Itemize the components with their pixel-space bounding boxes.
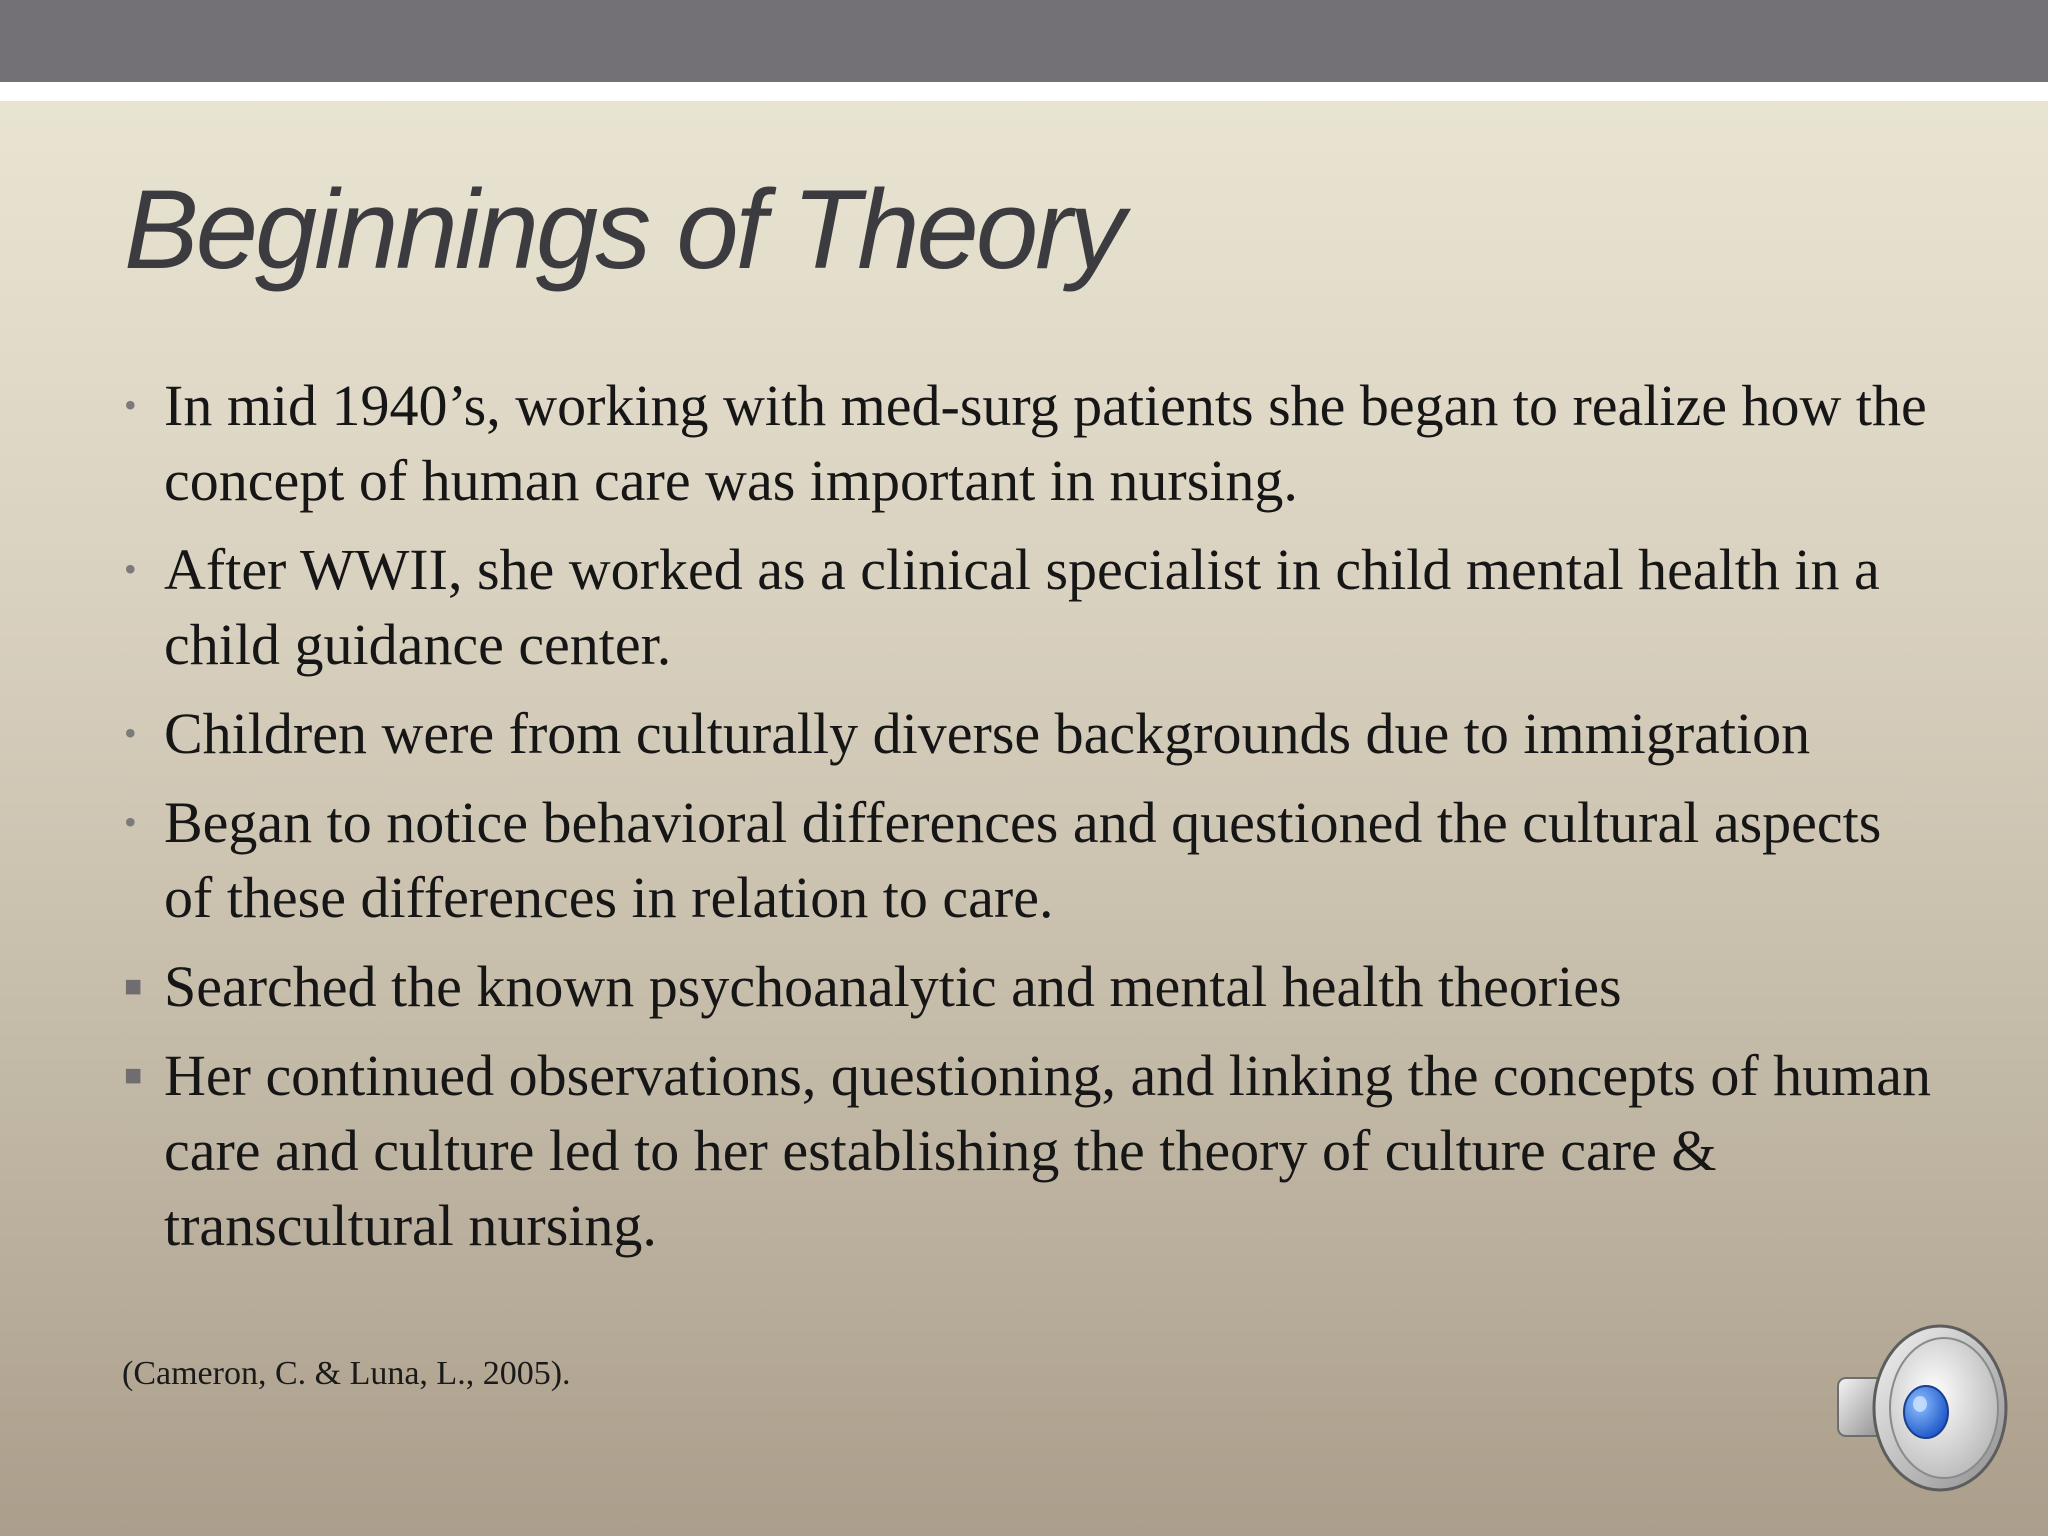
speaker-icon-graphic [1832, 1316, 2012, 1496]
round-bullet-icon: • [124, 549, 137, 589]
bullet-item [124, 532, 1934, 682]
citation: (Cameron, C. & Luna, L., 2005). [122, 1355, 571, 1392]
bullet-text: Children were from culturally diverse backgrounds due to immigration [164, 701, 1811, 766]
speaker-icon[interactable] [1832, 1316, 2012, 1496]
banner-divider [0, 82, 2048, 101]
slide-title: Beginnings of Theory [124, 167, 1123, 292]
bullet-text: Began to notice behavioral differences and questioned the cultural aspects of these differences in relation to care. [164, 790, 1882, 930]
round-bullet-icon: • [124, 802, 137, 842]
round-bullet-icon: • [124, 385, 137, 425]
bullet-item [124, 696, 1934, 771]
square-bullet-icon: ■ [124, 1059, 143, 1092]
bullet-list [124, 368, 1934, 1277]
bullet-text: Her continued observations, questioning, and linking the concepts of human care and culture led to her establishing the theory of culture care & transcultural nursing. [164, 1043, 1932, 1258]
top-banner-bar [0, 0, 2048, 82]
bullet-text: After WWII, she worked as a clinical specialist in child mental health in a child guidance center. [164, 537, 1880, 677]
round-bullet-icon: • [124, 713, 137, 753]
square-bullet-icon: ■ [124, 970, 143, 1003]
bullet-item [124, 785, 1934, 935]
bullet-item [124, 368, 1934, 518]
bullet-item [124, 949, 1934, 1024]
bullet-item [124, 1038, 1934, 1263]
bullet-text: In mid 1940’s, working with med-surg patients she began to realize how the concept of human care was important in nursing. [164, 373, 1927, 513]
bullet-text: Searched the known psychoanalytic and mental health theories [164, 954, 1622, 1019]
